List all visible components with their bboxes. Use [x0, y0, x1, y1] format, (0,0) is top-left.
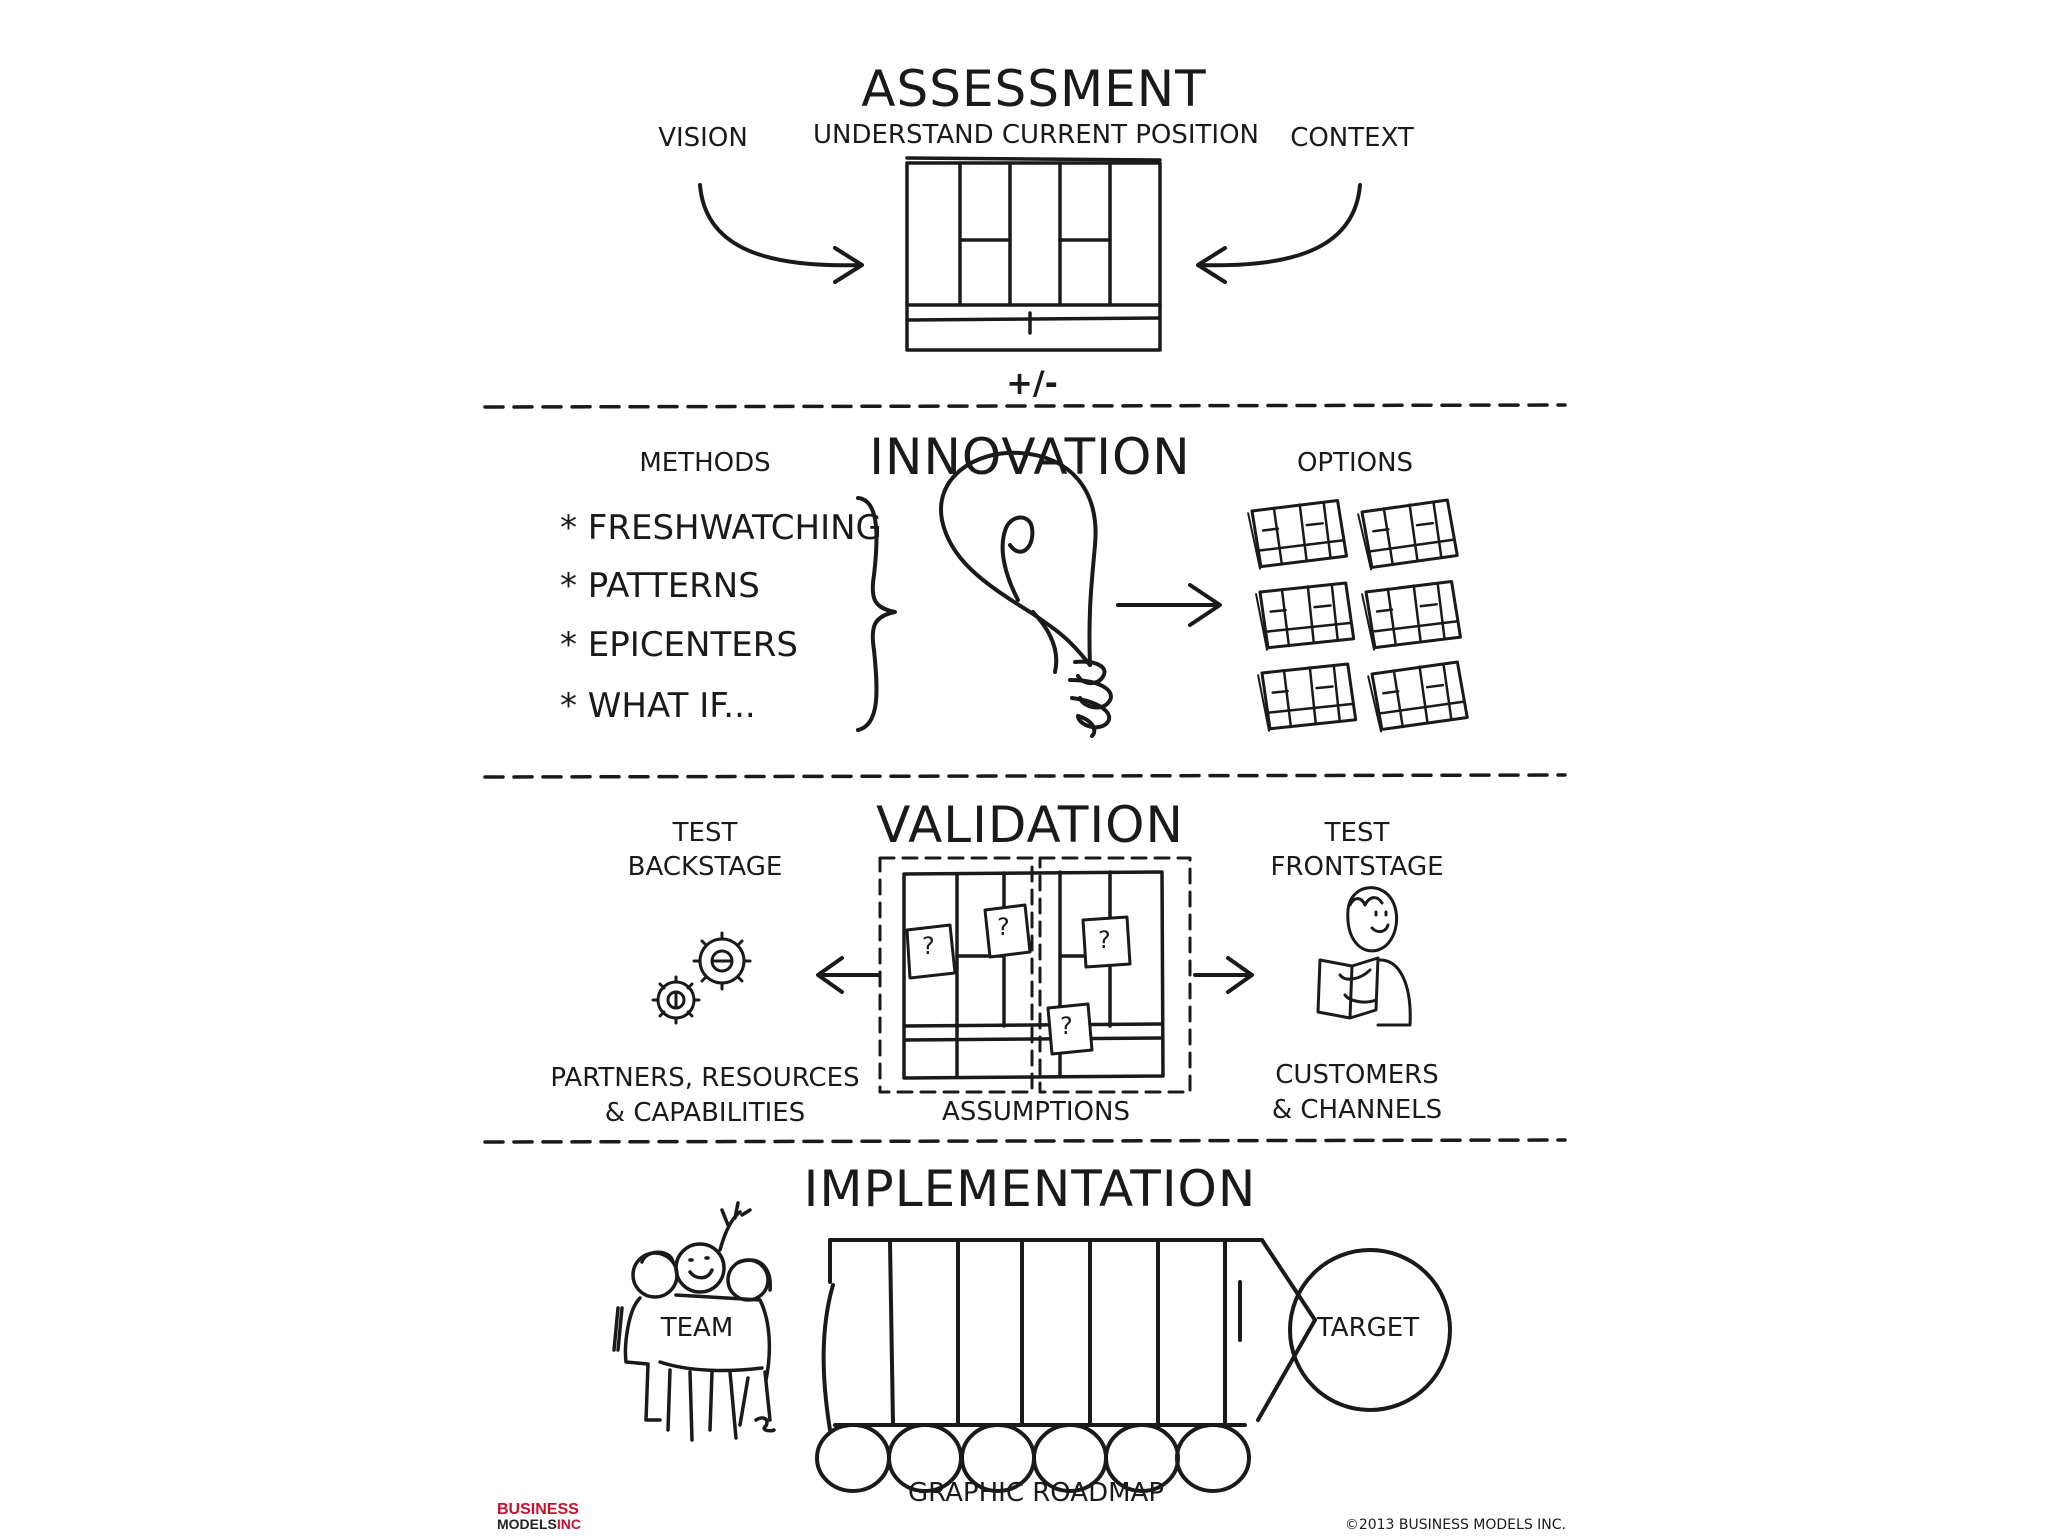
team-label: TEAM	[660, 1313, 734, 1343]
logo-line2: MODELS	[497, 1516, 557, 1532]
vision-label: VISION	[658, 123, 748, 153]
context-label: CONTEXT	[1290, 123, 1414, 153]
target-label: TARGET	[1316, 1313, 1420, 1343]
sticky-note-mark: ?	[922, 932, 935, 960]
partners-label-line1: PARTNERS, RESOURCES	[550, 1063, 860, 1093]
validation-title: VALIDATION	[876, 796, 1184, 854]
implementation-title: IMPLEMENTATION	[803, 1160, 1257, 1218]
options-label: OPTIONS	[1296, 448, 1414, 478]
customers-label-line1: CUSTOMERS	[1275, 1060, 1439, 1090]
innovation-title: INNOVATION	[869, 428, 1191, 486]
sticky-notes	[907, 905, 1130, 1054]
test-frontstage-label-line2: FRONTSTAGE	[1270, 852, 1444, 882]
assumptions-label: ASSUMPTIONS	[942, 1097, 1130, 1127]
logo-suffix: INC	[556, 1516, 582, 1532]
method-item: * WHAT IF...	[560, 686, 756, 726]
customers-label-line2: & CHANNELS	[1271, 1095, 1443, 1125]
partners-label-line2: & CAPABILITIES	[604, 1098, 806, 1128]
assessment-canvas	[907, 158, 1160, 350]
methods-label: METHODS	[639, 448, 771, 478]
copyright-notice: ©2013 BUSINESS MODELS INC.	[1344, 1517, 1566, 1533]
lightbulb-icon	[941, 453, 1111, 736]
assessment-title: ASSESSMENT	[861, 60, 1207, 118]
sticky-note-mark: ?	[1098, 926, 1111, 954]
separator-2	[485, 775, 1565, 777]
vision-arrow	[700, 185, 860, 265]
roadmap-label: GRAPHIC ROADMAP	[907, 1478, 1165, 1508]
method-item: * PATTERNS	[560, 566, 760, 606]
sticky-note-mark: ?	[1060, 1012, 1073, 1040]
assessment-subtitle: UNDERSTAND CURRENT POSITION	[813, 120, 1259, 150]
method-item: * FRESHWATCHING	[560, 508, 882, 548]
test-frontstage-label-line1: TEST	[1324, 818, 1390, 848]
separator-1	[485, 405, 1565, 407]
options-canvas-grid	[1248, 500, 1468, 733]
assumption-frame-right	[1040, 858, 1190, 1092]
test-backstage-label-line2: BACKSTAGE	[627, 852, 783, 882]
roadmap-vehicle	[817, 1240, 1315, 1491]
company-logo	[497, 1502, 581, 1532]
context-arrow	[1200, 185, 1360, 265]
plus-minus-label: +/-	[1006, 364, 1058, 402]
customer-figure	[1318, 888, 1410, 1025]
method-item: * EPICENTERS	[560, 625, 798, 665]
test-backstage-label-line1: TEST	[672, 818, 738, 848]
separator-3	[485, 1140, 1565, 1142]
logo-line1: BUSINESS	[497, 1501, 579, 1518]
gears-icon	[653, 933, 750, 1023]
sticky-note-mark: ?	[997, 913, 1010, 941]
